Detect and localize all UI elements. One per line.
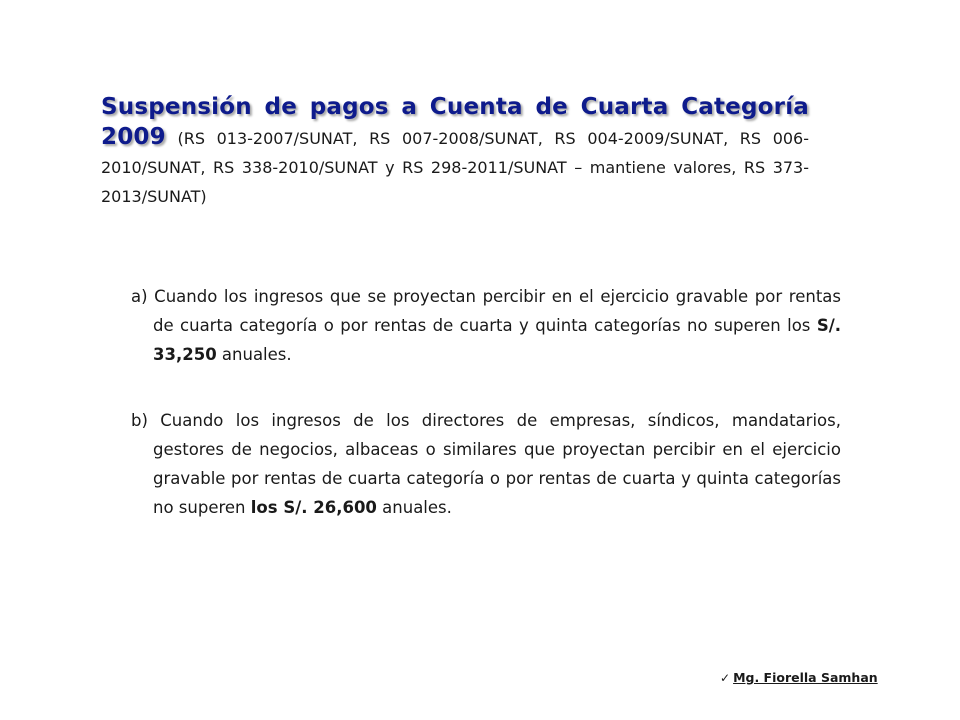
list-item-b (131, 406, 841, 522)
author-name: Mg. Fiorella Samhan (733, 670, 878, 685)
item-b-amount: los S/. 26,600 (250, 498, 377, 517)
checkmark-icon: ✓ (720, 670, 731, 685)
item-a-suffix: anuales. (216, 345, 292, 364)
item-b-text: b) Cuando los ingresos de los directores de empresas, síndicos, mandatarios, gestores de negocios, albaceas o similares que proyectan percibir en el ejercicio gravable por rentas de cuarta categoría o por rentas de cuarta y quinta categorías no superen (131, 411, 841, 517)
slide-heading (101, 93, 809, 211)
item-b-suffix: anuales. (376, 498, 452, 517)
item-a-amount: S/. 33,250 (153, 316, 841, 364)
author-signature (720, 670, 878, 685)
slide-title: Suspensión de pagos a Cuenta de Cuarta Categoría 2009 (101, 94, 809, 150)
item-a-text: a) Cuando los ingresos que se proyectan percibir en el ejercicio gravable por rentas de cuarta categoría o por rentas de cuarta y quinta categorías no superen los (131, 287, 841, 335)
list-item-a (131, 282, 841, 369)
title-references: (RS 013-2007/SUNAT, RS 007-2008/SUNAT, RS 004-2009/SUNAT, RS 006-2010/SUNAT, RS 338-2010/SUNAT y RS 298-2011/SUNAT – mantiene valores, RS 373-2013/SUNAT) (101, 129, 809, 206)
